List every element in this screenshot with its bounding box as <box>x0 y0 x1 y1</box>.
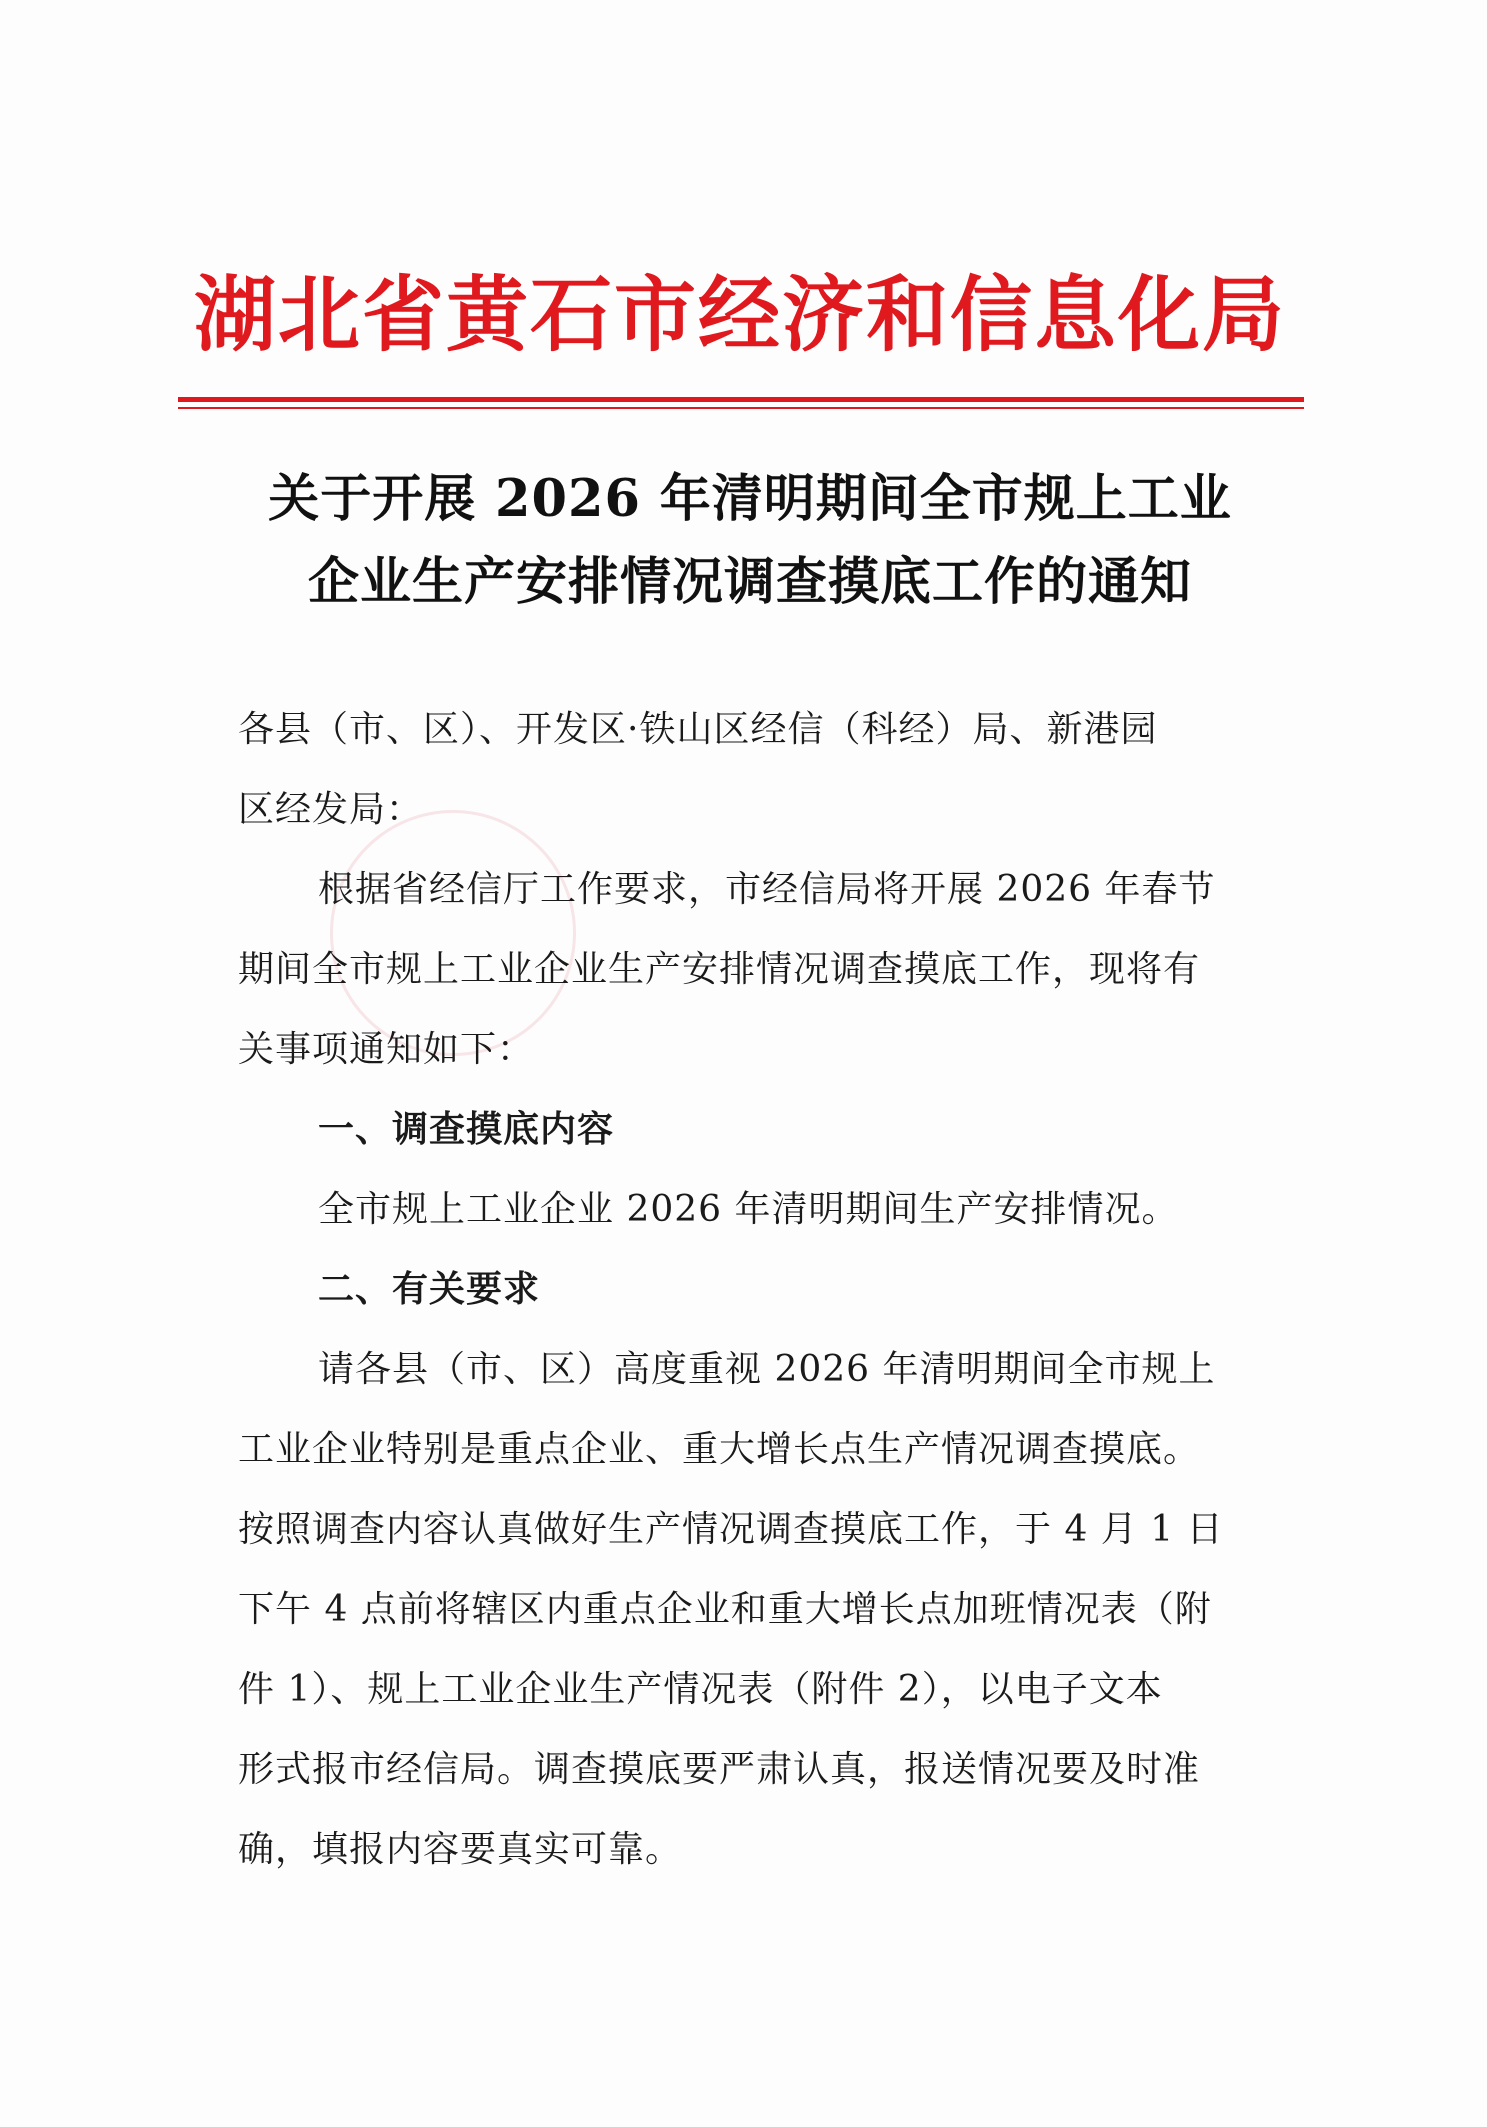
addressee-line: 区经发局： <box>238 789 424 830</box>
agency-header: 湖北省黄石市经济和信息化局 <box>193 267 1286 363</box>
addressee-line: 各县（市、区）、开发区·铁山区经信（科经）局、新港园 <box>238 709 1158 750</box>
document-title-line-2: 企业生产安排情况调查摸底工作的通知 <box>307 552 1192 612</box>
section-heading-2: 二、有关要求 <box>318 1269 541 1310</box>
intro-paragraph-line: 根据省经信厅工作要求，市经信局将开展 2026 年春节 <box>318 869 1216 910</box>
intro-paragraph-line: 关事项通知如下： <box>238 1029 535 1070</box>
section-2-paragraph-line: 工业企业特别是重点企业、重大增长点生产情况调查摸底。 <box>238 1429 1201 1470</box>
section-2-paragraph-line: 形式报市经信局。调查摸底要严肃认真，报送情况要及时准 <box>238 1749 1201 1790</box>
document-title-line-1: 关于开展 2026 年清明期间全市规上工业 <box>268 469 1232 529</box>
intro-paragraph-line: 期间全市规上工业企业生产安排情况调查摸底工作，现将有 <box>238 949 1201 990</box>
section-2-paragraph-line: 确，填报内容要真实可靠。 <box>238 1829 683 1870</box>
section-1-text: 全市规上工业企业 2026 年清明期间生产安排情况。 <box>318 1189 1179 1230</box>
header-rule-thin <box>178 407 1304 409</box>
section-heading-1: 一、调查摸底内容 <box>318 1109 615 1150</box>
section-2-paragraph-line: 下午 4 点前将辖区内重点企业和重大增长点加班情况表（附 <box>238 1589 1212 1630</box>
section-2-paragraph-line: 件 1）、规上工业企业生产情况表（附件 2），以电子文本 <box>238 1669 1163 1710</box>
section-2-paragraph-line: 按照调查内容认真做好生产情况调查摸底工作，于 4 月 1 日 <box>238 1509 1224 1550</box>
document-body <box>238 690 1273 1890</box>
header-rule-thick <box>178 397 1304 402</box>
section-2-paragraph-line: 请各县（市、区）高度重视 2026 年清明期间全市规上 <box>318 1349 1216 1390</box>
